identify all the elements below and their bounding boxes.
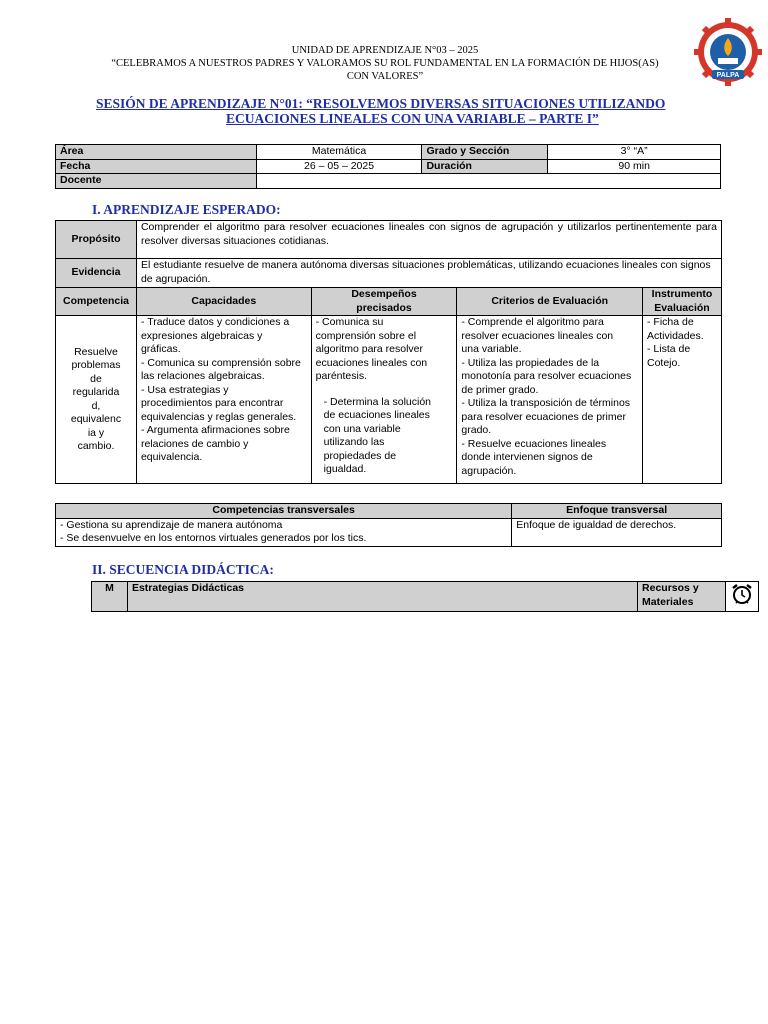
capacidades-line: procedimientos para encontrar xyxy=(140,397,284,409)
competencia-line: problemas xyxy=(71,359,121,371)
comp-transversal-line: - Se desenvuelve en los entornos virtuales generados por los tics. xyxy=(60,532,367,544)
desempenos-header xyxy=(311,288,457,316)
criterios-cell xyxy=(457,316,643,484)
capacidades-line: - Traduce datos y condiciones a xyxy=(140,316,290,328)
criterio-line: una variable. xyxy=(461,343,522,355)
capacidades-line: - Argumenta afirmaciones sobre xyxy=(140,424,290,436)
criterio-line: grado. xyxy=(461,424,492,436)
school-logo-icon xyxy=(694,18,762,86)
instrumento-header xyxy=(643,288,722,316)
instrumento-line: Cotejo. xyxy=(647,356,681,369)
capacidades-line: equivalencia. xyxy=(140,451,203,463)
desempenos-header-2: precisados xyxy=(356,301,412,314)
competencia-line: equivalenc xyxy=(70,413,122,425)
competencia-line: de xyxy=(90,372,102,385)
transversal-table xyxy=(55,503,722,547)
capacidades-line: relaciones de cambio y xyxy=(140,437,249,450)
competencia-cell xyxy=(56,316,137,484)
instrumento-cell xyxy=(643,316,722,484)
capacidades-line: equivalencias y reglas generales. xyxy=(140,410,297,423)
criterio-line: de primer grado. xyxy=(461,383,539,396)
desempeno-line: con una variable xyxy=(323,422,401,435)
proposito-text: Comprender el algoritmo para resolver ecuaciones lineales con signos de agrupación y utilizarlos pertinentemente para resolver diversas situaciones cotidianas. xyxy=(136,221,721,259)
area-value: Matemática xyxy=(256,145,422,160)
comp-transversal-line: - Gestiona su aprendizaje de manera autónoma xyxy=(60,518,283,531)
desempeno-line: paréntesis. xyxy=(315,370,368,382)
desempeno-line: utilizando las xyxy=(323,436,385,448)
estrategias-header: Estrategias Didácticas xyxy=(127,582,637,612)
unit-subtitle-2: CON VALORES” xyxy=(346,71,424,82)
desempeno-line: comprensión sobre el xyxy=(315,329,417,342)
unit-subtitle-1: “CELEBRAMOS A NUESTROS PADRES Y VALORAMOS SU ROL FUNDAMENTAL EN LA FORMACIÓN DE HIJOS(AS) xyxy=(111,58,659,69)
info-table xyxy=(55,144,721,189)
alarm-clock-icon xyxy=(730,597,754,609)
enfoque-transversal-cell: Enfoque de igualdad de derechos. xyxy=(512,518,722,546)
area-label: Área xyxy=(56,145,257,160)
criterio-line: donde intervienen signos de xyxy=(461,451,593,463)
criterio-line: - Utiliza las propiedades de la xyxy=(461,356,600,369)
docente-value xyxy=(256,174,720,189)
enfoque-transversal-header: Enfoque transversal xyxy=(512,504,722,519)
desempeno-line: algoritmo para resolver xyxy=(315,343,424,355)
m-header: M xyxy=(92,582,128,612)
session-title-line2: ECUACIONES LINEALES CON UNA VARIABLE – PARTE I” xyxy=(226,111,599,126)
criterio-line: para resolver ecuaciones de primer xyxy=(461,410,626,423)
logo-text: PALPA xyxy=(716,72,740,79)
session-title-line1: SESIÓN DE APRENDIZAJE N°01: “RESOLVEMOS DIVERSAS SITUACIONES UTILIZANDO xyxy=(96,96,666,111)
section-2-title: II. SECUENCIA DIDÁCTICA: xyxy=(92,562,274,577)
desempeno-line: - Determina la solución xyxy=(323,395,432,408)
clock-header xyxy=(725,582,758,612)
capacidades-cell xyxy=(136,316,311,484)
fecha-label: Fecha xyxy=(56,159,257,174)
duracion-value: 90 min xyxy=(548,159,721,174)
desempeno-line: ecuaciones lineales con xyxy=(315,356,428,369)
competencia-header: Competencia xyxy=(56,288,137,316)
comp-transversal-cell xyxy=(56,518,512,546)
unit-header xyxy=(60,44,710,83)
criterio-line: - Utiliza la transposición de términos xyxy=(461,397,631,409)
instrumento-line: - Lista de xyxy=(647,343,691,355)
recursos-header xyxy=(638,582,726,612)
desempeno-line: de ecuaciones lineales xyxy=(323,409,430,421)
desempenos-cell xyxy=(311,316,457,484)
evidencia-text: El estudiante resuelve de manera autónoma diversas situaciones problemáticas, utilizando ecuaciones lineales con signos de agrupación. xyxy=(136,259,721,288)
competencia-line: d, xyxy=(91,399,101,412)
secuencia-table xyxy=(91,581,759,612)
criterio-line: resolver ecuaciones lineales con xyxy=(461,329,614,342)
comp-transversal-header: Competencias transversales xyxy=(56,504,512,519)
desempeno-line: propiedades de xyxy=(323,449,397,462)
criterios-header: Criterios de Evaluación xyxy=(457,288,643,316)
section-1-title: I. APRENDIZAJE ESPERADO: xyxy=(92,202,281,217)
grado-value: 3° “A” xyxy=(548,145,721,160)
desempeno-line: - Comunica su xyxy=(315,316,384,328)
desempenos-header-1: Desempeños xyxy=(351,288,417,300)
instrumento-header-1: Instrumento xyxy=(651,288,713,300)
capacidades-line: - Comunica su comprensión sobre xyxy=(140,356,301,369)
session-title xyxy=(96,96,726,126)
competencia-line: regularida xyxy=(72,386,120,398)
capacidades-header: Capacidades xyxy=(136,288,311,316)
docente-label: Docente xyxy=(56,174,257,189)
fecha-value: 26 – 05 – 2025 xyxy=(256,159,422,174)
criterio-line: agrupación. xyxy=(461,464,517,477)
criterio-line: - Comprende el algoritmo para xyxy=(461,316,604,328)
aprendizaje-table xyxy=(55,220,722,484)
capacidades-line: las relaciones algebraicas. xyxy=(140,370,265,382)
capacidades-line: - Usa estrategias y xyxy=(140,383,229,396)
unit-title: UNIDAD DE APRENDIZAJE N°03 – 2025 xyxy=(291,45,479,56)
recursos-header-2: Materiales xyxy=(642,595,694,608)
criterio-line: - Resuelve ecuaciones lineales xyxy=(461,437,607,450)
capacidades-line: gráficas. xyxy=(140,343,181,355)
instrumento-header-2: Evaluación xyxy=(654,301,710,314)
competencia-line: ia y xyxy=(87,426,105,439)
criterio-line: monotonía para resolver ecuaciones xyxy=(461,370,632,382)
recursos-header-1: Recursos y xyxy=(642,582,699,594)
instrumento-line: Actividades. xyxy=(647,329,704,342)
desempeno-line: igualdad. xyxy=(323,463,367,475)
competencia-line: cambio. xyxy=(77,440,115,452)
instrumento-line: - Ficha de xyxy=(647,316,694,328)
grado-label: Grado y Sección xyxy=(422,145,548,160)
proposito-label: Propósito xyxy=(56,221,137,259)
duracion-label: Duración xyxy=(422,159,548,174)
competencia-line: Resuelve xyxy=(74,345,118,358)
capacidades-line: expresiones algebraicas y xyxy=(140,329,263,342)
evidencia-label: Evidencia xyxy=(56,259,137,288)
